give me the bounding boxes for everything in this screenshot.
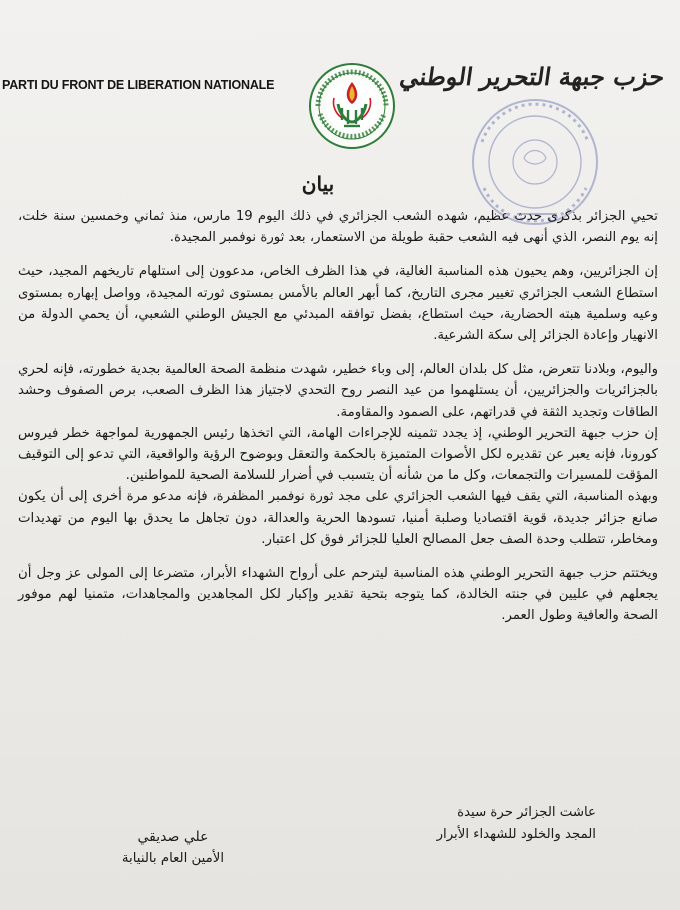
signatory-role: الأمين العام بالنيابة <box>121 851 225 866</box>
paragraph-4: إن حزب جبهة التحرير الوطني، إذ يجدد تثمينه للإجراءات الهامة، التي اتخذها رئيس الجمهورية لمواجهة خطر فيروس كورونا، فإنه يعبر عن تقديره لكل الأصوات المتميزة بالحكمة والتعقل وبوضوح الرؤية والواقعية، التي تدعو إلى التوقيف المؤقت للمسيرات والتجمعات، وكل ما من شأنه أن يتسبب في أضرار للسلامة الصحية للمواطنين. <box>18 425 658 484</box>
paragraph-5: وبهذه المناسبة، التي يقف فيها الشعب الجزائري على مجد ثورة نوفمبر المظفرة، فإنه مدعو مرة أخرى إلى أن يكون صانع جزائر جديدة، قوية اقتصاديا وصلبة أمنيا، تسودها الحرية والعدالة، دون تجاهل ما يحدق بها اليوم من تهديدات ومخاطر، تتطلب وحدة الصف جعل المصالح العليا للجزائر فوق كل اعتبار. <box>18 489 658 547</box>
party-name-arabic: حزب جبهة التحرير الوطني <box>397 62 667 91</box>
party-emblem <box>308 62 396 150</box>
paragraph-3: واليوم، وبلادنا تتعرض، مثل كل بلدان العالم، إلى وباء خطير، شهدت منظمة الصحة العالمية بجدية خطورته، فإنه لحري بالجزائريات والجزائريين، أن يستلهموا من عيد النصر روح التحدي لاجتياز هذا الظرف الصعب، برص الصفوف وحشد الطاقات وتجديد الثقة في قدراتهم، على الصمود والمقاومة. <box>18 362 658 420</box>
signature-block <box>108 826 238 870</box>
document-title: بيان <box>301 172 335 196</box>
signatory-name: علي صديقي <box>137 829 209 845</box>
statement-body <box>18 206 658 640</box>
paragraph-1: تحيي الجزائر بذكرى حدث عظيم، شهده الشعب الجزائري في ذلك اليوم 19 مارس، منذ ثماني وخمسين سنة خلت، إنه يوم النصر، الذي أنهى فيه الشعب حقبة طويلة من الاستعمار، بعد ثورة نوفمبر المجيدة. <box>18 209 658 246</box>
closing-line-2: المجد والخلود للشهداء الأبرار <box>436 827 596 842</box>
closing-slogans <box>437 802 596 846</box>
paragraph-6: ويختتم حزب جبهة التحرير الوطني هذه المناسبة ليترحم على أرواح الشهداء الأبرار، متضرعا إلى المولى عز وجل أن يجعلهم في عليين في جنته الخالدة، كما يتوجه بتحية تقدير وإكبار لكل المجاهدين والمجاهدات، متمنيا لهم موفور الصحة والعافية وطول العمر. <box>18 566 658 624</box>
closing-line-1: عاشت الجزائر حرة سيدة <box>457 805 596 820</box>
party-name-french: PARTI DU FRONT DE LIBERATION NATIONALE <box>2 78 275 92</box>
paragraph-2: إن الجزائريين، وهم يحيون هذه المناسبة الغالية، في هذا الظرف الخاص، مدعوون إلى استلهام تاريخهم المجيد، حيث استطاع الشعب الجزائري تغيير مجرى التاريخ، كما أبهر العالم بالأمس بمستوى ثورته المجيدة، وواصل إبهاره بمستوى وعيه وسلمية هبته الحضارية، حيث استطاع، بفضل توافقه المبدئي مع الجيش الوطني الشعبي، أن يحمي الدولة من الانهيار وإعادة الجزائر إلى سكة الشرعية. <box>18 264 658 344</box>
